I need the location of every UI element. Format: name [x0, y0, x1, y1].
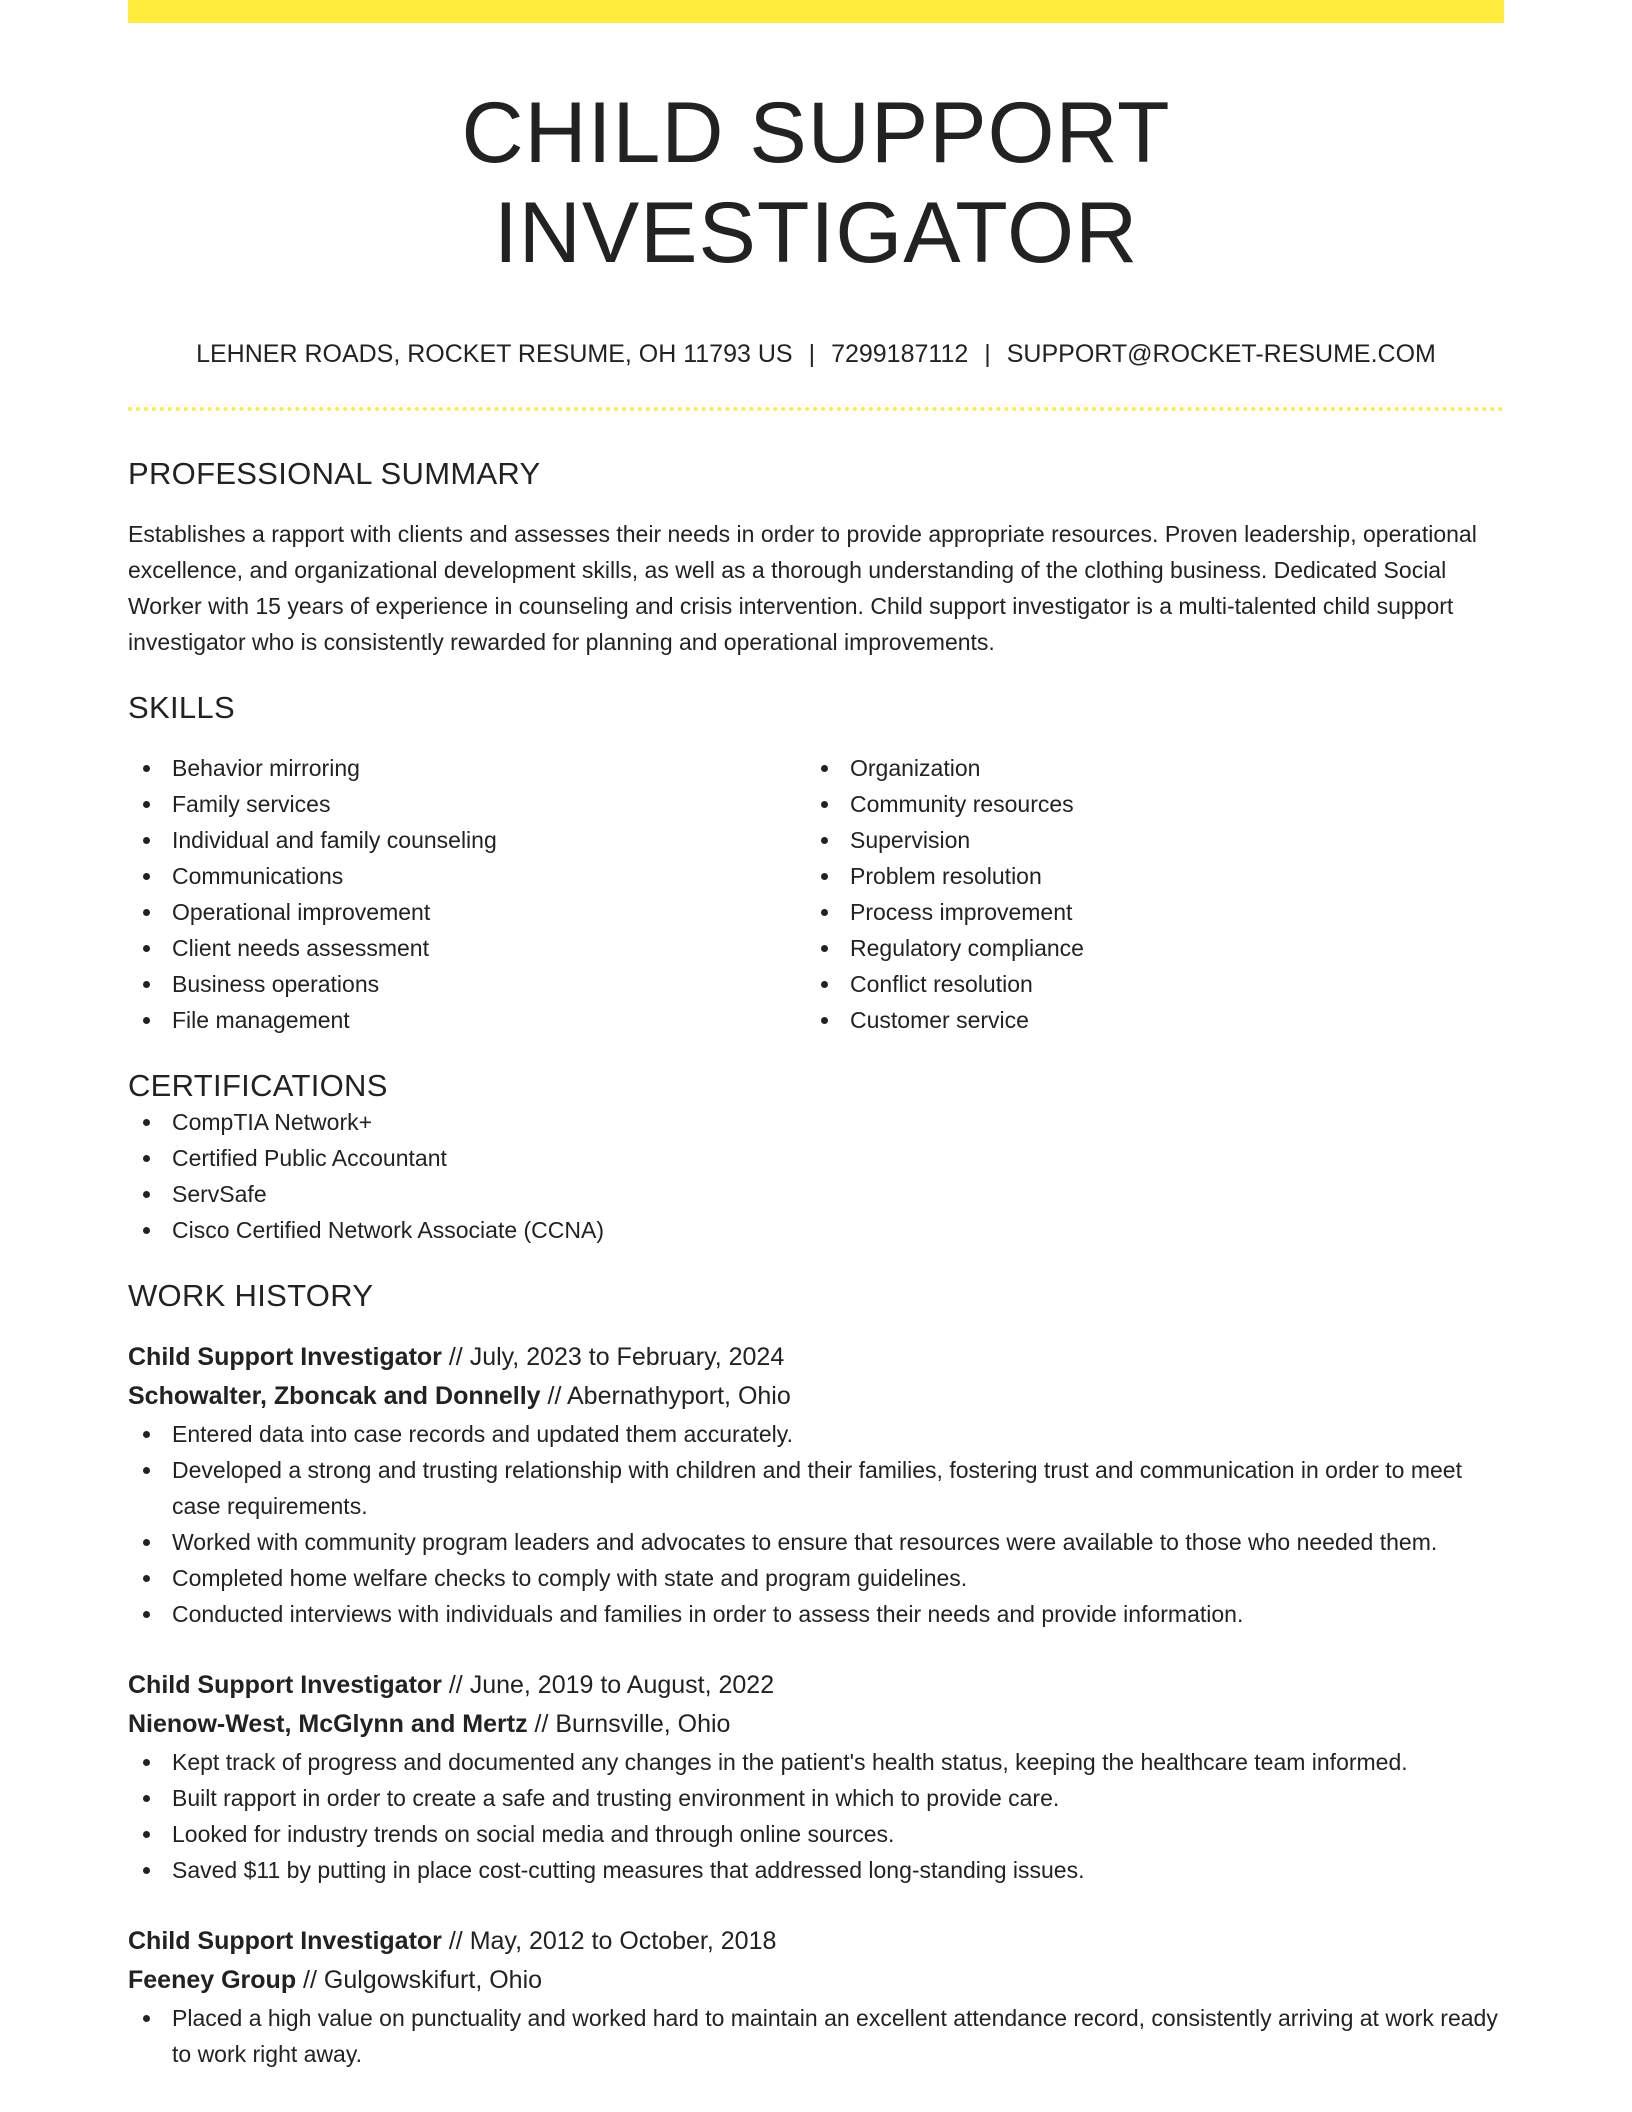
certifications-section [128, 1068, 1504, 1248]
contact-line [128, 339, 1504, 369]
list-item: File management [128, 1002, 806, 1038]
section-heading: CERTIFICATIONS [128, 1068, 388, 1103]
list-item: Certified Public Accountant [128, 1140, 1504, 1176]
resume-page [128, 0, 1504, 2072]
job-dates: // June, 2019 to August, 2022 [448, 1671, 775, 1699]
job-location: // Abernathyport, Ohio [547, 1382, 791, 1410]
list-item: Problem resolution [806, 858, 1484, 894]
job-company-line [128, 1377, 1504, 1416]
job-role: Child Support Investigator [128, 1927, 442, 1955]
contact-email: SUPPORT@ROCKET-RESUME.COM [1006, 340, 1436, 368]
list-item: Worked with community program leaders and advocates to ensure that resources were available to those who needed them. [128, 1524, 1504, 1560]
list-item: Entered data into case records and updated them accurately. [128, 1416, 1504, 1452]
certifications-list [128, 1104, 1504, 1248]
list-item: Individual and family counseling [128, 822, 806, 858]
job-entry [128, 1922, 1504, 2072]
candidate-title: CHILD SUPPORT INVESTIGATOR [461, 85, 1171, 281]
job-role: Child Support Investigator [128, 1671, 442, 1699]
job-company: Feeney Group [128, 1966, 297, 1994]
professional-summary-section [128, 456, 1504, 660]
accent-bar [128, 0, 1504, 23]
job-title-line [128, 1338, 1504, 1377]
list-item: Saved $11 by putting in place cost-cutting measures that addressed long-standing issues. [128, 1852, 1504, 1888]
list-item: Organization [806, 750, 1484, 786]
job-entry [128, 1666, 1504, 1888]
section-heading: PROFESSIONAL SUMMARY [128, 456, 541, 491]
list-item: Developed a strong and trusting relationship with children and their families, fostering trust and communication in order to meet case requirements. [128, 1452, 1504, 1524]
list-item: Operational improvement [128, 894, 806, 930]
list-item: Community resources [806, 786, 1484, 822]
list-item: Built rapport in order to create a safe and trusting environment in which to provide care. [128, 1780, 1504, 1816]
skills-column-right [806, 750, 1484, 1038]
job-bullets [128, 1744, 1504, 1888]
job-company-line [128, 1961, 1504, 2000]
list-item: Communications [128, 858, 806, 894]
list-item: Kept track of progress and documented any changes in the patient's health status, keeping the healthcare team informed. [128, 1744, 1504, 1780]
list-item: Cisco Certified Network Associate (CCNA) [128, 1212, 1504, 1248]
list-item: Client needs assessment [128, 930, 806, 966]
skills-section [128, 690, 1504, 1038]
section-heading: WORK HISTORY [128, 1278, 374, 1313]
contact-separator: | [808, 340, 816, 368]
contact-separator: | [984, 340, 991, 368]
contact-phone: 7299187112 [831, 340, 969, 368]
job-title-line [128, 1922, 1504, 1961]
list-item: Supervision [806, 822, 1484, 858]
list-item: Business operations [128, 966, 806, 1002]
skills-list [128, 750, 806, 1038]
skills-column-left [128, 750, 806, 1038]
list-item: Customer service [806, 1002, 1484, 1038]
job-dates: // May, 2012 to October, 2018 [448, 1927, 777, 1955]
list-item: Completed home welfare checks to comply with state and program guidelines. [128, 1560, 1504, 1596]
job-bullets [128, 2000, 1504, 2072]
list-item: Regulatory compliance [806, 930, 1484, 966]
job-entry [128, 1338, 1504, 1632]
dotted-divider [128, 407, 1504, 411]
work-history-section [128, 1278, 1504, 2072]
job-location: // Burnsville, Ohio [534, 1710, 731, 1738]
list-item: Looked for industry trends on social media and through online sources. [128, 1816, 1504, 1852]
list-item: CompTIA Network+ [128, 1104, 1504, 1140]
list-item: Behavior mirroring [128, 750, 806, 786]
contact-address: LEHNER ROADS, ROCKET RESUME, OH 11793 US [196, 340, 793, 368]
job-company: Schowalter, Zboncak and Donnelly [128, 1382, 541, 1410]
list-item: ServSafe [128, 1176, 1504, 1212]
job-company: Nienow-West, McGlynn and Mertz [128, 1710, 528, 1738]
skills-list [806, 750, 1484, 1038]
job-location: // Gulgowskifurt, Ohio [303, 1966, 543, 1994]
skills-grid [128, 750, 1504, 1038]
list-item: Family services [128, 786, 806, 822]
job-bullets [128, 1416, 1504, 1632]
job-company-line [128, 1705, 1504, 1744]
list-item: Conducted interviews with individuals and families in order to assess their needs and provide information. [128, 1596, 1504, 1632]
job-dates: // July, 2023 to February, 2024 [448, 1343, 785, 1371]
summary-text: Establishes a rapport with clients and assesses their needs in order to provide appropriate resources. Proven leadership, operational excellence, and organizational development skills, as well as a thorough understanding of the clothing business. Dedicated Social Worker with 15 years of experience in counseling and crisis intervention. Child support investigator is a multi-talented child support investigator who is consistently rewarded for planning and operational improvements. [128, 521, 1477, 655]
list-item: Placed a high value on punctuality and worked hard to maintain an excellent attendance record, consistently arriving at work ready to work right away. [128, 2000, 1504, 2072]
list-item: Process improvement [806, 894, 1484, 930]
jobs-list [128, 1338, 1504, 2072]
list-item: Conflict resolution [806, 966, 1484, 1002]
section-heading: SKILLS [128, 690, 235, 725]
job-role: Child Support Investigator [128, 1343, 442, 1371]
job-title-line [128, 1666, 1504, 1705]
